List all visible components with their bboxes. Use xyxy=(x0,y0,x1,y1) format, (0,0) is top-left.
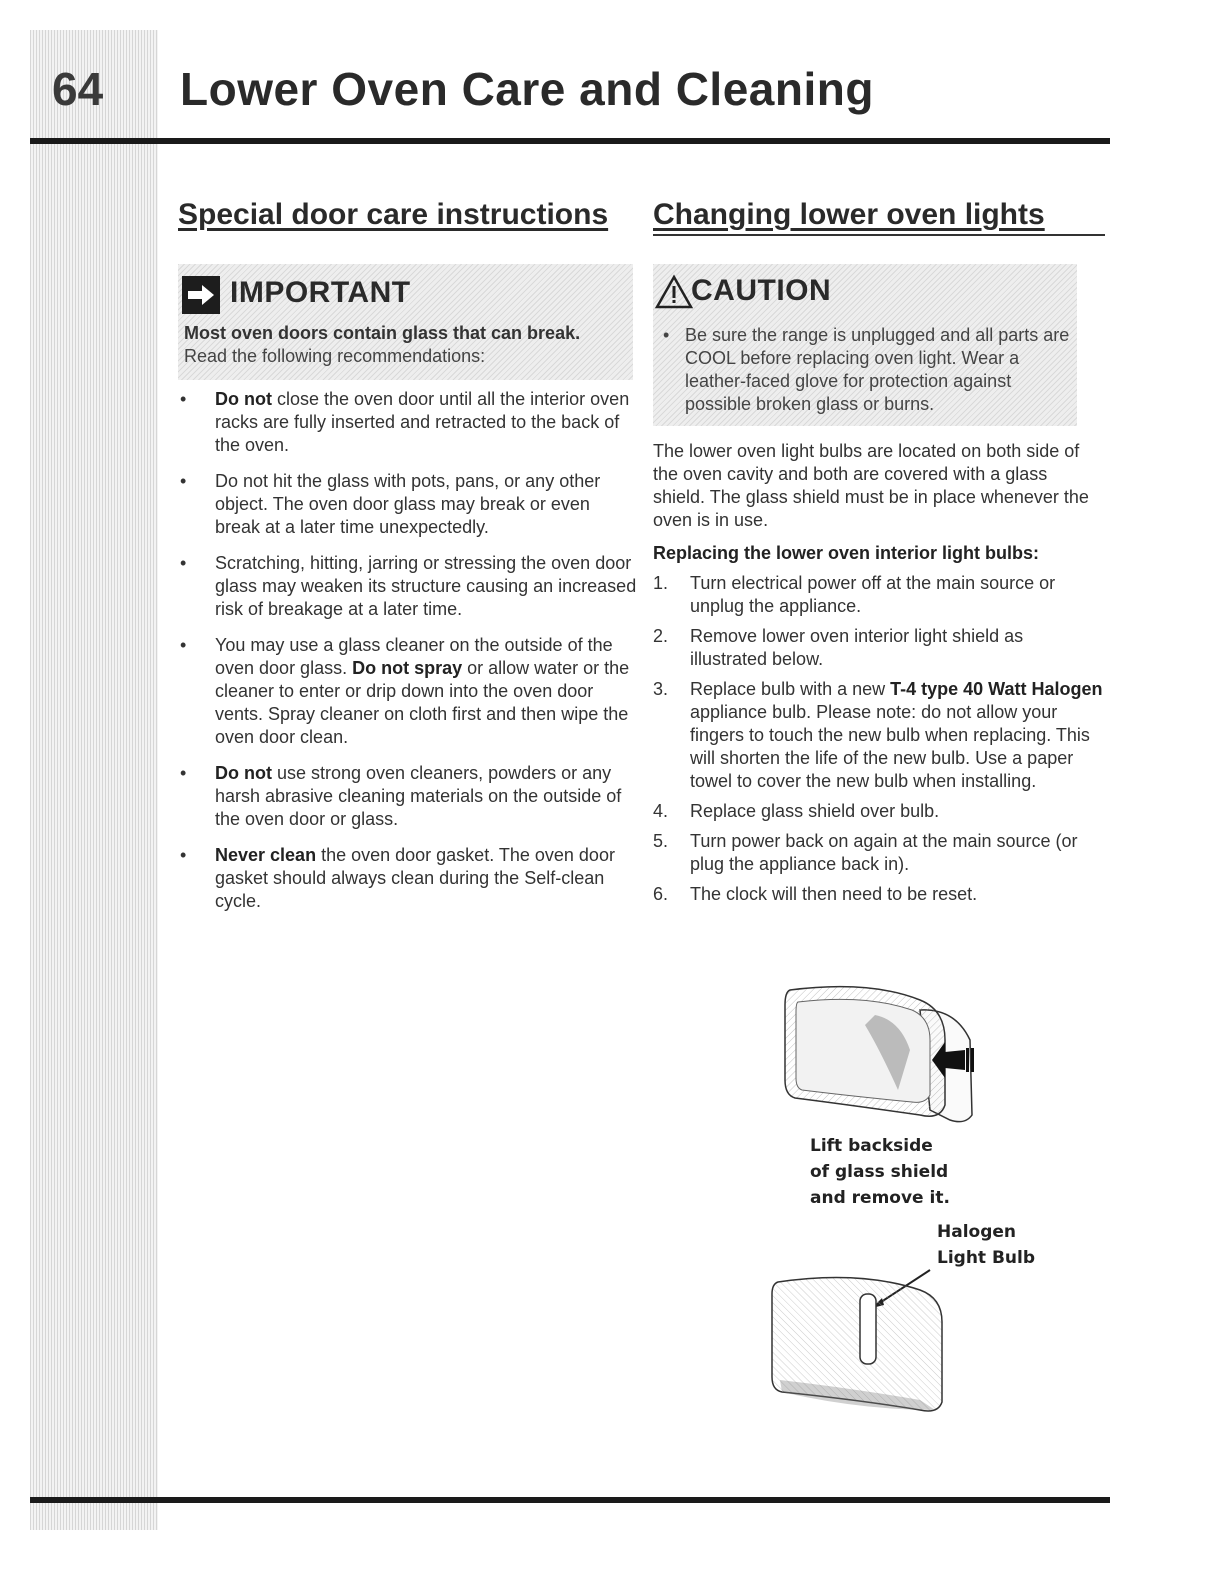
heading-underline xyxy=(653,234,1105,236)
illustration-label-shield: Lift backside of glass shield and remove it. xyxy=(810,1136,950,1208)
warning-triangle-icon xyxy=(655,274,693,315)
list-item: 4. Replace glass shield over bulb. xyxy=(653,801,940,821)
list-item: • Do not hit the glass with pots, pans, or any other object. The oven door glass may break or even break at a later time unexpectedly. xyxy=(180,471,601,537)
door-care-list xyxy=(178,388,638,926)
halogen-bulb-illustration xyxy=(760,1262,960,1422)
section-heading-door-care: Special door care instructions xyxy=(178,198,609,231)
oven-light-paragraph: The lower oven light bulbs are located on both side of the oven cavity and both are covered with a glass shield. The glass shield must be in place whenever the oven is in use. xyxy=(653,441,1089,530)
glass-shield-illustration xyxy=(780,980,980,1130)
top-rule xyxy=(30,138,1110,144)
replacing-subheading: Replacing the lower oven interior light bulbs: xyxy=(653,543,1040,563)
list-item: 3. Replace bulb with a new T-4 type 40 Watt Halogen appliance bulb. Please note: do not allow your fingers to touch the new bulb when replacing. This will shorten the life of the new bulb. Use a paper towel to cover the new bulb when installing. xyxy=(653,679,1103,791)
list-item: 5. Turn power back on again at the main source (or plug the appliance back in). xyxy=(653,831,1078,874)
list-item: • Never clean the oven door gasket. The oven door gasket should always clean during the Self-clean cycle. xyxy=(180,845,615,911)
illustration-label-bulb: Halogen Light Bulb xyxy=(937,1222,1036,1268)
list-item: • Scratching, hitting, jarring or stressing the oven door glass may weaken its structure causing an increased risk of breakage at a later time. xyxy=(180,553,637,619)
page-title: Lower Oven Care and Cleaning xyxy=(180,63,874,115)
caution-title: CAUTION xyxy=(691,274,832,307)
side-strip xyxy=(30,30,158,1530)
important-text xyxy=(184,322,624,368)
bottom-rule xyxy=(30,1497,1110,1503)
caution-text: • Be sure the range is unplugged and all parts are COOL before replacing oven light. Wear a leather-faced glove for protection against possible broken glass or burns. xyxy=(663,325,1070,414)
important-text-bold: Most oven doors contain glass that can break. xyxy=(184,323,581,343)
important-title: IMPORTANT xyxy=(230,276,411,309)
replacement-steps xyxy=(653,572,1103,913)
page-number: 64 xyxy=(52,63,104,115)
list-item: 1. Turn electrical power off at the main source or unplug the appliance. xyxy=(653,573,1056,616)
caution-box xyxy=(653,264,1077,426)
list-item: • Do not use strong oven cleaners, powders or any harsh abrasive cleaning materials on the outside of the oven door or glass. xyxy=(180,763,622,829)
list-item: • Do not close the oven door until all the interior oven racks are fully inserted and retracted to the back of the oven. xyxy=(180,389,630,455)
list-item: 6. The clock will then need to be reset. xyxy=(653,884,978,904)
section-heading-oven-lights: Changing lower oven lights xyxy=(653,198,1045,231)
important-text-rest: Read the following recommendations: xyxy=(184,346,486,366)
arrow-right-icon xyxy=(182,276,220,314)
important-box xyxy=(178,264,633,380)
list-item: • You may use a glass cleaner on the outside of the oven door glass. Do not spray or allow water or the cleaner to enter or drip down into the oven door vents. Spray cleaner on cloth first and then wipe the oven door clean. xyxy=(180,635,630,747)
list-item: 2. Remove lower oven interior light shield as illustrated below. xyxy=(653,626,1024,669)
